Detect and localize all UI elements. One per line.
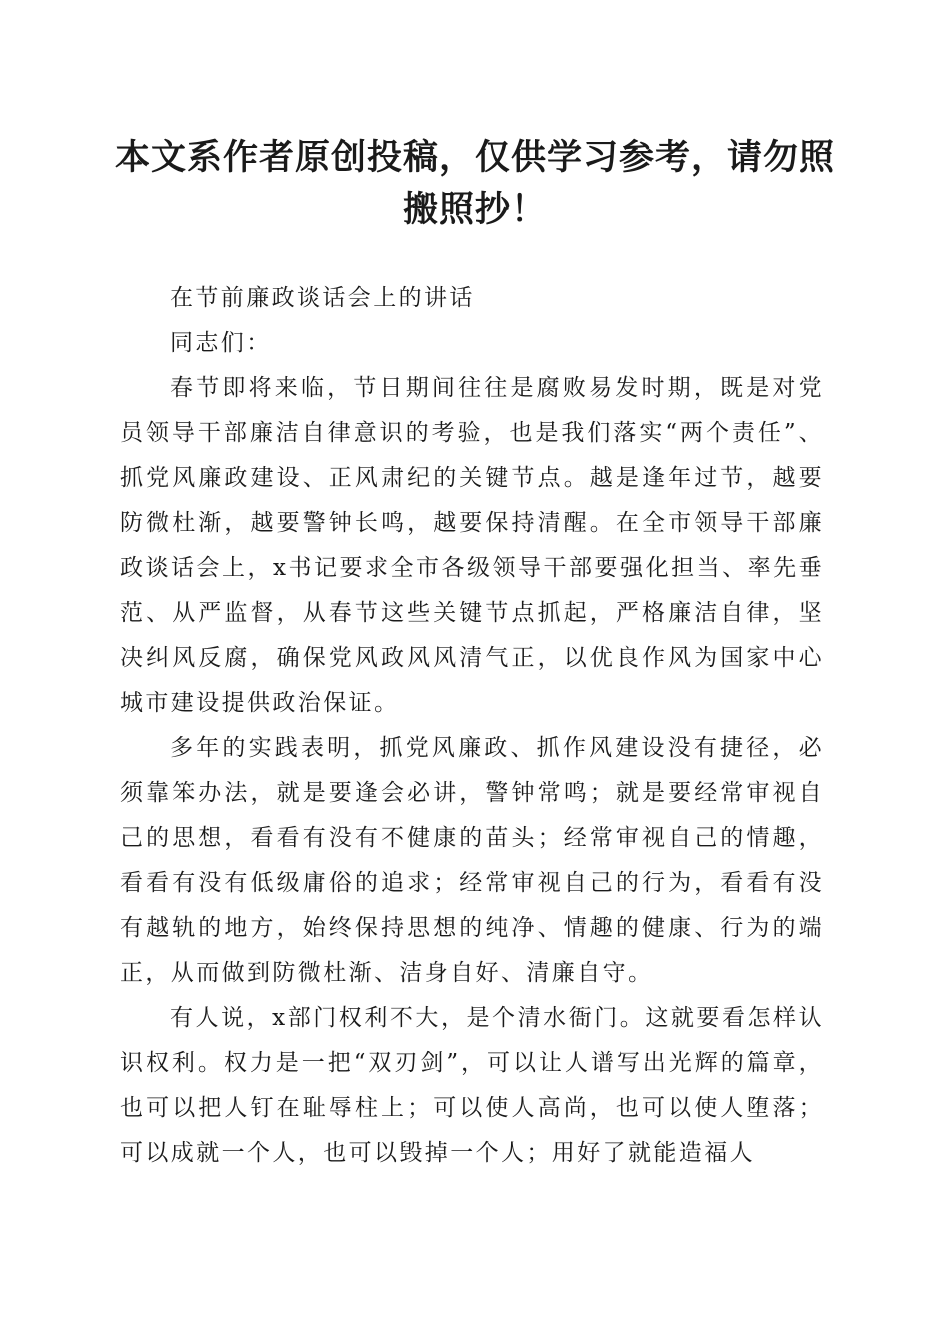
paragraph-1: 春节即将来临，节日期间往往是腐败易发时期，既是对党员领导干部廉洁自律意识的考验，也是我们落实“两个责任”、抓党风廉政建设、正风肃纪的关键节点。越是逢年过节，越要防微杜渐，越要警钟长鸣，越要保持清醒。在全市领导干部廉政谈话会上，x书记要求全市各级领导干部要强化担当、率先垂范、从严监督，从春节这些关键节点抓起，严格廉洁自律，坚决纠风反腐，确保党风政风风清气正，以优良作风为国家中心城市建设提供政治保证。 xyxy=(120,375,824,716)
copyright-notice: 本文系作者原创投稿，仅供学习参考，请勿照搬照抄！ xyxy=(114,137,835,230)
paragraph-2: 多年的实践表明，抓党风廉政、抓作风建设没有捷径，必须靠笨办法，就是要逢会必讲，警钟常鸣；就是要经常审视自己的思想，看看有没有不健康的苗头；经常审视自己的情趣，看看有没有低级庸俗的追求；经常审视自己的行为，看看有没有越轨的地方，始终保持思想的纯净、情趣的健康、行为的端正，从而做到防微杜渐、洁身自好、清廉自守。 xyxy=(120,735,824,986)
paragraph-3: 有人说，x部门权利不大，是个清水衙门。这就要看怎样认识权利。权力是一把“双刃剑”，可以让人谱写出光辉的篇章，也可以把人钉在耻辱柱上；可以使人高尚，也可以使人堕落；可以成就一个人，也可以毁掉一个人；用好了就能造福人 xyxy=(120,1005,824,1166)
speech-body xyxy=(120,276,824,1176)
speech-title: 在节前廉政谈话会上的讲话 xyxy=(170,285,475,311)
salutation: 同志们： xyxy=(170,330,272,356)
